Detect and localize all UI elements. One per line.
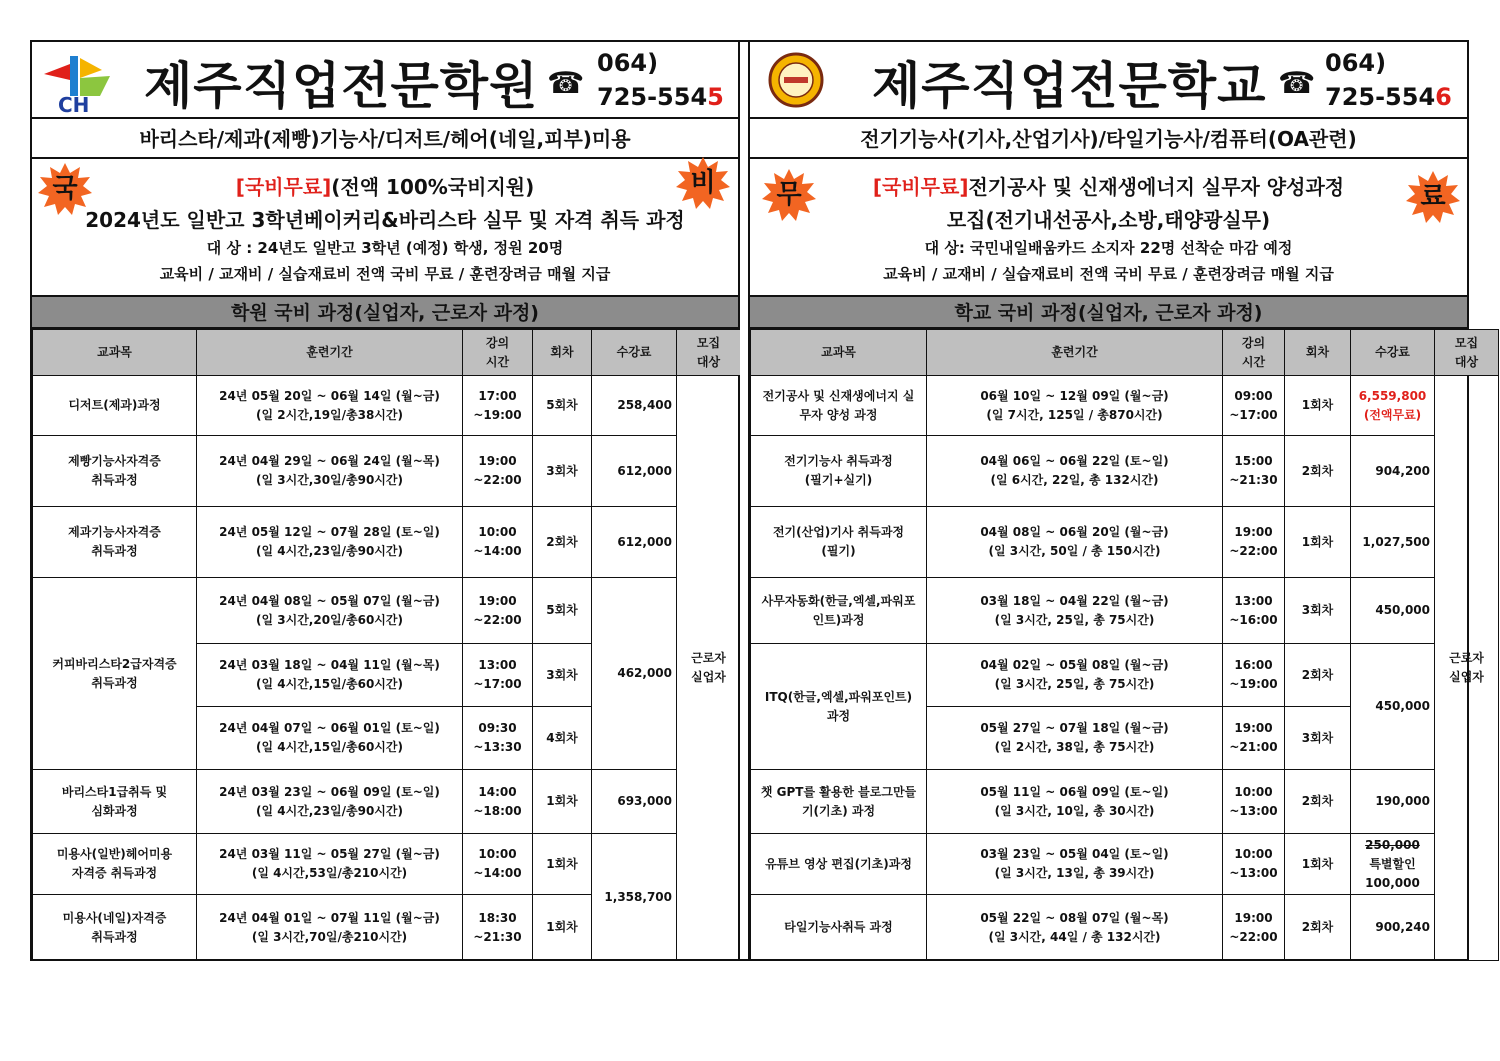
course-time: 19:00 ~22:00 [463, 578, 533, 644]
course-time: 09:00 ~17:00 [1223, 376, 1285, 436]
course-subject: 전기공사 및 신재생에너지 실 무자 양성 과정 [751, 376, 927, 436]
course-period: 24년 04월 07일 ~ 06월 01일 (토~일) (일 4시간,15일/총60시간) [197, 707, 463, 770]
promo-benefits: 교육비 / 교재비 / 실습재료비 전액 국비 무료 / 훈련장려금 매월 지급 [159, 265, 611, 283]
phone-number: 725-554 [1325, 83, 1436, 111]
header-subject: 교과목 [751, 330, 927, 376]
course-round: 1회차 [1285, 834, 1351, 895]
course-time: 10:00 ~14:00 [463, 507, 533, 578]
table-row [751, 507, 1499, 578]
course-table [32, 329, 741, 961]
table-row [751, 895, 1499, 961]
school-header [750, 42, 1467, 119]
course-fee: 612,000 [592, 436, 677, 507]
table-row [751, 578, 1499, 644]
promo-line-2: 모집(전기내선공사,소방,태양광실무) [946, 208, 1271, 232]
table-row [751, 834, 1499, 895]
course-round: 3회차 [1285, 578, 1351, 644]
header-time: 강의 시간 [463, 330, 533, 376]
telephone-icon: ☎ [1278, 66, 1316, 101]
discounted-fee: 100,000 [1365, 875, 1420, 890]
course-round: 1회차 [1285, 376, 1351, 436]
course-round: 5회차 [533, 376, 592, 436]
phone-last-digit: 5 [707, 83, 724, 111]
promo-free-tag: [국비무료] [235, 175, 332, 199]
school-subjects: 전기기능사(기사,산업기사)/타일기능사/컴퓨터(OA관련) [750, 119, 1467, 159]
course-period: 06월 10일 ~ 12월 09일 (월~금) (일 7시간, 125일 / 총870시간) [927, 376, 1223, 436]
table-row [751, 770, 1499, 834]
course-subject: 커피바리스타2급자격증 취득과정 [33, 578, 197, 770]
original-fee: 250,000 [1365, 837, 1420, 852]
promo-line-1 [32, 171, 738, 200]
course-period: 04월 02일 ~ 05월 08일 (월~금) (일 3시간, 25일, 총 75시간) [927, 644, 1223, 707]
promo-target: 대 상 : 24년도 일반고 3학년 (예정) 학생, 정원 20명 [206, 239, 564, 257]
course-subject: 바리스타1급취득 및 심화과정 [33, 770, 197, 834]
course-subject: 챗 GPT를 활용한 블로그만들 기(기초) 과정 [751, 770, 927, 834]
course-period: 24년 03월 11일 ~ 05월 27일 (월~금) (일 4시간,53일/총210시간) [197, 834, 463, 895]
course-time: 17:00 ~19:00 [463, 376, 533, 436]
table-row [751, 436, 1499, 507]
promo-line-1 [750, 171, 1467, 200]
course-fee [1351, 834, 1435, 895]
course-time: 09:30 ~13:30 [463, 707, 533, 770]
course-round: 1회차 [533, 834, 592, 895]
course-table [750, 329, 1499, 961]
section-title: 학교 국비 과정(실업자, 근로자 과정) [750, 297, 1467, 329]
course-fee: 900,240 [1351, 895, 1435, 961]
course-subject: 전기기능사 취득과정 (필기+실기) [751, 436, 927, 507]
table-header-row [33, 330, 741, 376]
phone-area-code: 064) [1325, 49, 1387, 77]
course-time: 19:00 ~22:00 [463, 436, 533, 507]
academy-phone [597, 46, 724, 114]
course-target: 근로자 실업자 [677, 376, 741, 961]
flyer-sheet [30, 40, 1484, 961]
course-subject: ITQ(한글,엑셀,파워포인트) 과정 [751, 644, 927, 770]
course-round: 4회차 [533, 707, 592, 770]
panel-divider [740, 42, 748, 959]
course-subject: 사무자동화(한글,엑셀,파워포 인트)과정 [751, 578, 927, 644]
school-panel [748, 42, 1484, 959]
promo-headline: 전기공사 및 신재생에너지 실무자 양성과정 [968, 175, 1345, 199]
promo-line-2: 2024년도 일반고 3학년베이커리&바리스타 실무 및 자격 취득 과정 [85, 208, 685, 232]
course-period: 03월 23일 ~ 05월 04일 (토~일) (일 3시간, 13일, 총 39시간) [927, 834, 1223, 895]
course-period: 03월 18일 ~ 04월 22일 (월~금) (일 3시간, 25일, 총 75시간) [927, 578, 1223, 644]
course-fee: 1,358,700 [592, 834, 677, 961]
promo-target: 대 상: 국민내일배움카드 소지자 22명 선착순 마감 예정 [924, 239, 1293, 257]
table-row [751, 644, 1499, 707]
academy-subjects: 바리스타/제과(제빵)기능사/디저트/헤어(네일,피부)미용 [32, 119, 738, 159]
academy-promo [32, 159, 738, 297]
course-round: 2회차 [1285, 895, 1351, 961]
course-time: 19:00 ~22:00 [1223, 507, 1285, 578]
course-time: 13:00 ~17:00 [463, 644, 533, 707]
header-subject: 교과목 [33, 330, 197, 376]
logo-text: CH [58, 93, 90, 114]
course-subject: 유튜브 영상 편집(기초)과정 [751, 834, 927, 895]
course-round: 2회차 [533, 507, 592, 578]
section-title: 학원 국비 과정(실업자, 근로자 과정) [32, 297, 738, 329]
course-round: 2회차 [1285, 436, 1351, 507]
table-row [33, 578, 741, 644]
course-round: 1회차 [1285, 507, 1351, 578]
course-fee: 6,559,800 (전액무료) [1351, 376, 1435, 436]
course-subject: 미용사(네일)자격증 취득과정 [33, 895, 197, 961]
course-round: 3회차 [533, 644, 592, 707]
phone-last-digit: 6 [1435, 83, 1452, 111]
course-time: 16:00 ~19:00 [1223, 644, 1285, 707]
table-row [33, 507, 741, 578]
header-target: 모집 대상 [1435, 330, 1499, 376]
course-subject: 타일기능사취득 과정 [751, 895, 927, 961]
promo-free-tag: [국비무료] [872, 175, 969, 199]
burst-text: 국 [52, 174, 78, 204]
course-time: 10:00 ~13:00 [1223, 834, 1285, 895]
academy-name: 제주직업전문학원 [144, 57, 539, 115]
course-period: 05월 11일 ~ 06월 09일 (토~일) (일 3시간, 10일, 총 30시간) [927, 770, 1223, 834]
header-fee: 수강료 [1351, 330, 1435, 376]
header-period: 훈련기간 [927, 330, 1223, 376]
header-fee: 수강료 [592, 330, 677, 376]
course-subject: 디저트(제과)과정 [33, 376, 197, 436]
course-fee: 693,000 [592, 770, 677, 834]
burst-text: 비 [690, 168, 716, 198]
school-name: 제주직업전문학교 [872, 57, 1267, 115]
phone-area-code: 064) [597, 49, 659, 77]
header-period: 훈련기간 [197, 330, 463, 376]
course-round: 2회차 [1285, 770, 1351, 834]
course-fee: 190,000 [1351, 770, 1435, 834]
table-row [33, 834, 741, 895]
table-row [33, 436, 741, 507]
burst-text: 료 [1420, 182, 1446, 212]
course-subject: 제빵기능사자격증 취득과정 [33, 436, 197, 507]
course-fee: 904,200 [1351, 436, 1435, 507]
promo-benefits: 교육비 / 교재비 / 실습재료비 전액 국비 무료 / 훈련장려금 매월 지급 [883, 265, 1334, 283]
course-time: 19:00 ~22:00 [1223, 895, 1285, 961]
course-subject: 전기(산업)기사 취득과정 (필기) [751, 507, 927, 578]
jeju-seal-icon [768, 52, 824, 108]
course-period: 24년 04월 01일 ~ 07월 11일 (월~금) (일 3시간,70일/총210시간) [197, 895, 463, 961]
course-time: 15:00 ~21:30 [1223, 436, 1285, 507]
course-period: 05월 27일 ~ 07월 18일 (월~금) (일 2시간, 38일, 총 75시간) [927, 707, 1223, 770]
course-fee: 612,000 [592, 507, 677, 578]
school-phone [1325, 46, 1452, 114]
course-time: 19:00 ~21:00 [1223, 707, 1285, 770]
course-target: 근로자 실업자 [1435, 376, 1499, 961]
header-target: 모집 대상 [677, 330, 741, 376]
course-time: 13:00 ~16:00 [1223, 578, 1285, 644]
course-round: 1회차 [533, 895, 592, 961]
school-promo [750, 159, 1467, 297]
discount-note: 특별할인 [1369, 856, 1416, 871]
academy-panel [32, 42, 740, 959]
ch-logo-icon [40, 50, 118, 114]
phone-number: 725-554 [597, 83, 708, 111]
course-round: 2회차 [1285, 644, 1351, 707]
course-subject: 제과기능사자격증 취득과정 [33, 507, 197, 578]
course-fee: 258,400 [592, 376, 677, 436]
course-period: 04월 06일 ~ 06월 22일 (토~일) (일 6시간, 22일, 총 132시간) [927, 436, 1223, 507]
course-round: 1회차 [533, 770, 592, 834]
course-time: 18:30 ~21:30 [463, 895, 533, 961]
course-fee: 1,027,500 [1351, 507, 1435, 578]
table-row [33, 376, 741, 436]
course-period: 24년 04월 08일 ~ 05월 07일 (월~금) (일 3시간,20일/총60시간) [197, 578, 463, 644]
course-period: 24년 05월 20일 ~ 06월 14일 (월~금) (일 2시간,19일/총38시간) [197, 376, 463, 436]
course-fee: 450,000 [1351, 578, 1435, 644]
header-round: 회차 [1285, 330, 1351, 376]
course-period: 24년 04월 29일 ~ 06월 24일 (월~목) (일 3시간,30일/총90시간) [197, 436, 463, 507]
course-period: 24년 05월 12일 ~ 07월 28일 (토~일) (일 4시간,23일/총90시간) [197, 507, 463, 578]
course-round: 3회차 [533, 436, 592, 507]
promo-headline: (전액 100%국비지원) [331, 175, 535, 199]
table-header-row [751, 330, 1499, 376]
course-period: 05월 22일 ~ 08월 07일 (월~목) (일 3시간, 44일 / 총 132시간) [927, 895, 1223, 961]
course-fee: 462,000 [592, 578, 677, 770]
course-period: 04월 08일 ~ 06월 20일 (월~금) (일 3시간, 50일 / 총 150시간) [927, 507, 1223, 578]
academy-header [32, 42, 738, 119]
burst-text: 무 [776, 180, 802, 210]
course-fee: 450,000 [1351, 644, 1435, 770]
table-row [33, 770, 741, 834]
header-round: 회차 [533, 330, 592, 376]
course-round: 5회차 [533, 578, 592, 644]
course-time: 10:00 ~14:00 [463, 834, 533, 895]
table-row [751, 376, 1499, 436]
course-subject: 미용사(일반)헤어미용 자격증 취득과정 [33, 834, 197, 895]
telephone-icon: ☎ [547, 66, 585, 101]
header-time: 강의 시간 [1223, 330, 1285, 376]
course-period: 24년 03월 23일 ~ 06월 09일 (토~일) (일 4시간,23일/총90시간) [197, 770, 463, 834]
course-round: 3회차 [1285, 707, 1351, 770]
course-period: 24년 03월 18일 ~ 04월 11일 (월~목) (일 4시간,15일/총60시간) [197, 644, 463, 707]
course-time: 10:00 ~13:00 [1223, 770, 1285, 834]
course-time: 14:00 ~18:00 [463, 770, 533, 834]
